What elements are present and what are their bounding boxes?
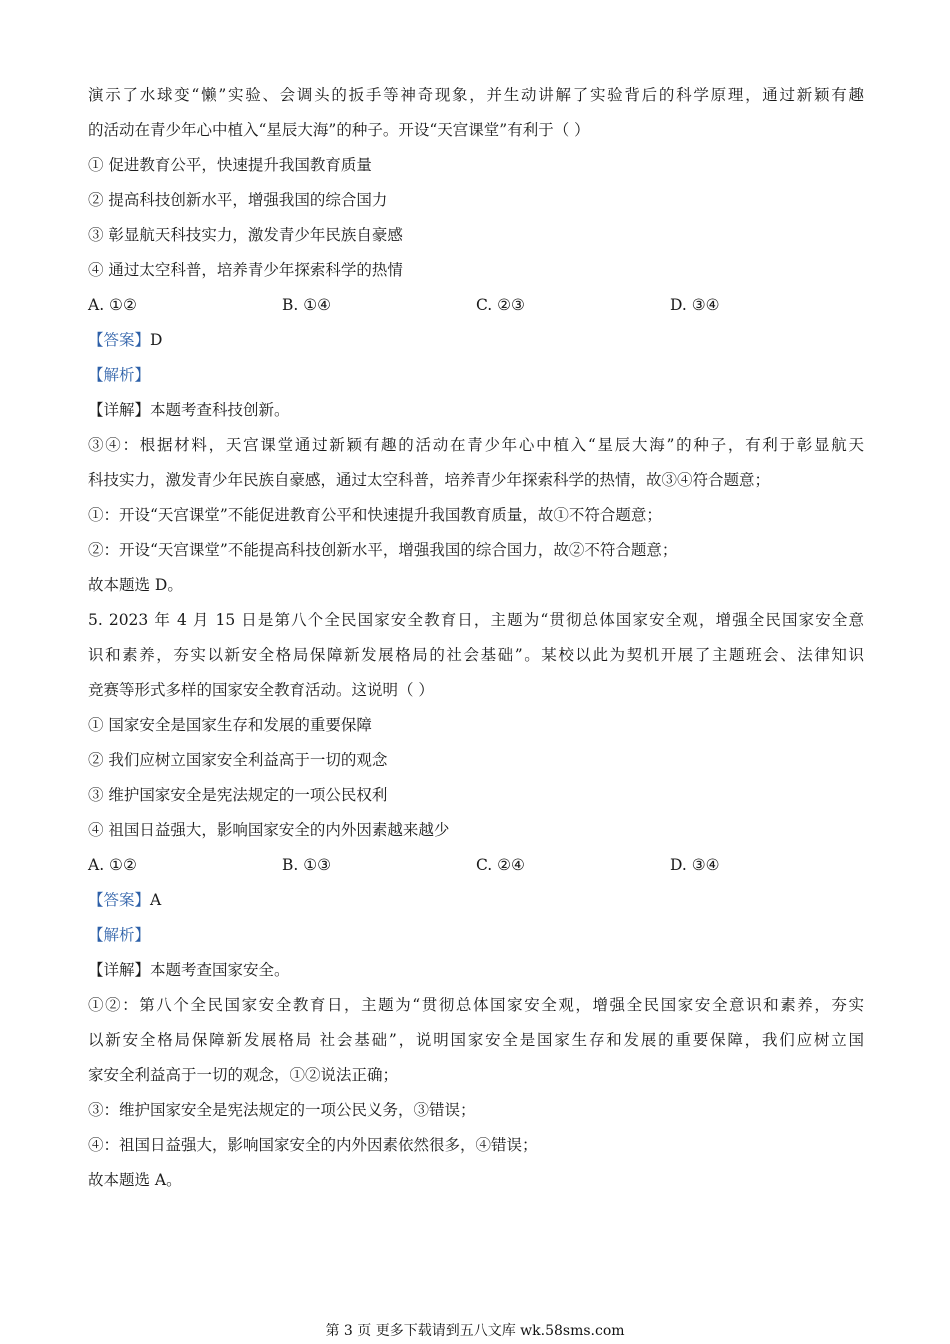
answer-tag: 【答案】: [88, 891, 151, 909]
question-5-answer: [88, 883, 864, 918]
question-4-text-line-1: 演示了水球变“懒”实验、会调头的扳手等神奇现象，并生动讲解了实验背后的科学原理，通过新颖有趣: [88, 86, 864, 104]
question-5-text-line-1: 5. 2023 年 4 月 15 日是第八个全民国家安全教育日，主题为“贯彻总体国家安全观，增强全民国家安全意: [88, 611, 864, 629]
answer-value: D: [150, 331, 163, 349]
option-d: D. ③④: [670, 296, 720, 314]
question-4-detail: 【详解】本题考查科技创新。: [88, 401, 290, 419]
question-5-detail: 【详解】本题考查国家安全。: [88, 961, 290, 979]
option-c: C. ②③: [476, 296, 525, 314]
option-c: C. ②④: [476, 856, 525, 874]
question-4-answer: [88, 323, 864, 358]
question-4-statement-1: ① 促进教育公平，快速提升我国教育质量: [88, 156, 372, 174]
option-a: A. ①②: [88, 296, 137, 314]
option-d: D. ③④: [670, 856, 720, 874]
question-4-statement-3: ③ 彰显航天科技实力，激发青少年民族自豪感: [88, 226, 403, 244]
question-5-statement-2: ② 我们应树立国家安全利益高于一切的观念: [88, 751, 388, 769]
question-4-explanation-2: 科技实力，激发青少年民族自豪感，通过太空科普，培养青少年探索科学的热情，故③④符合题意；: [88, 471, 771, 489]
question-5-explanation-4: ③：维护国家安全是宪法规定的一项公民义务，③错误；: [88, 1101, 476, 1119]
option-b: B. ①④: [282, 296, 332, 314]
option-b: B. ①③: [282, 856, 332, 874]
question-4-analysis: [88, 358, 864, 393]
question-5-analysis: [88, 918, 864, 953]
option-a: A. ①②: [88, 856, 137, 874]
question-5-text-line-3: 竞赛等形式多样的国家安全教育活动。这说明（ ）: [88, 681, 434, 699]
answer-tag: 【答案】: [88, 331, 151, 349]
question-5-text-line-2: 识和素养，夯实以新安全格局保障新发展格局的社会基础”。某校以此为契机开展了主题班会、法律知识: [88, 646, 864, 664]
analysis-tag: 【解析】: [88, 366, 151, 384]
question-4-explanation-1: ③④：根据材料，天宫课堂通过新颖有趣的活动在青少年心中植入“星辰大海”的种子，有利于彰显航天: [88, 436, 864, 454]
question-4-options: [88, 288, 864, 323]
question-5-explanation-1: ①②：第八个全民国家安全教育日，主题为“贯彻总体国家安全观，增强全民国家安全意识和素养，夯实: [88, 996, 864, 1014]
question-5-statement-4: ④ 祖国日益强大，影响国家安全的内外因素越来越少: [88, 821, 450, 839]
question-4-explanation-3: ①：开设“天宫课堂”不能促进教育公平和快速提升我国教育质量，故①不符合题意；: [88, 506, 662, 524]
document-body: [88, 78, 864, 1198]
question-5-statement-1: ① 国家安全是国家生存和发展的重要保障: [88, 716, 372, 734]
question-4-text-line-2: 的活动在青少年心中植入“星辰大海”的种子。开设“天宫课堂”有利于（ ）: [88, 121, 590, 139]
question-4-explanation-4: ②：开设“天宫课堂”不能提高科技创新水平，增强我国的综合国力，故②不符合题意；: [88, 541, 678, 559]
question-5-explanation-2: 以新安全格局保障新发展格局 社会基础”，说明国家安全是国家生存和发展的重要保障，我们应树立国: [88, 1031, 864, 1049]
question-5-conclusion: 故本题选 A。: [88, 1171, 182, 1189]
question-5-explanation-3: 家安全利益高于一切的观念，①②说法正确；: [88, 1066, 399, 1084]
answer-value: A: [150, 891, 162, 909]
question-5-statement-3: ③ 维护国家安全是宪法规定的一项公民权利: [88, 786, 388, 804]
page-footer: 第 3 页 更多下载请到五八文库 wk.58sms.com: [325, 1323, 625, 1339]
question-5-explanation-5: ④：祖国日益强大，影响国家安全的内外因素依然很多，④错误；: [88, 1136, 538, 1154]
analysis-tag: 【解析】: [88, 926, 151, 944]
question-4-conclusion: 故本题选 D。: [88, 576, 183, 594]
question-5-options: [88, 848, 864, 883]
question-4-statement-4: ④ 通过太空科普，培养青少年探索科学的热情: [88, 261, 403, 279]
question-4-statement-2: ② 提高科技创新水平，增强我国的综合国力: [88, 191, 388, 209]
